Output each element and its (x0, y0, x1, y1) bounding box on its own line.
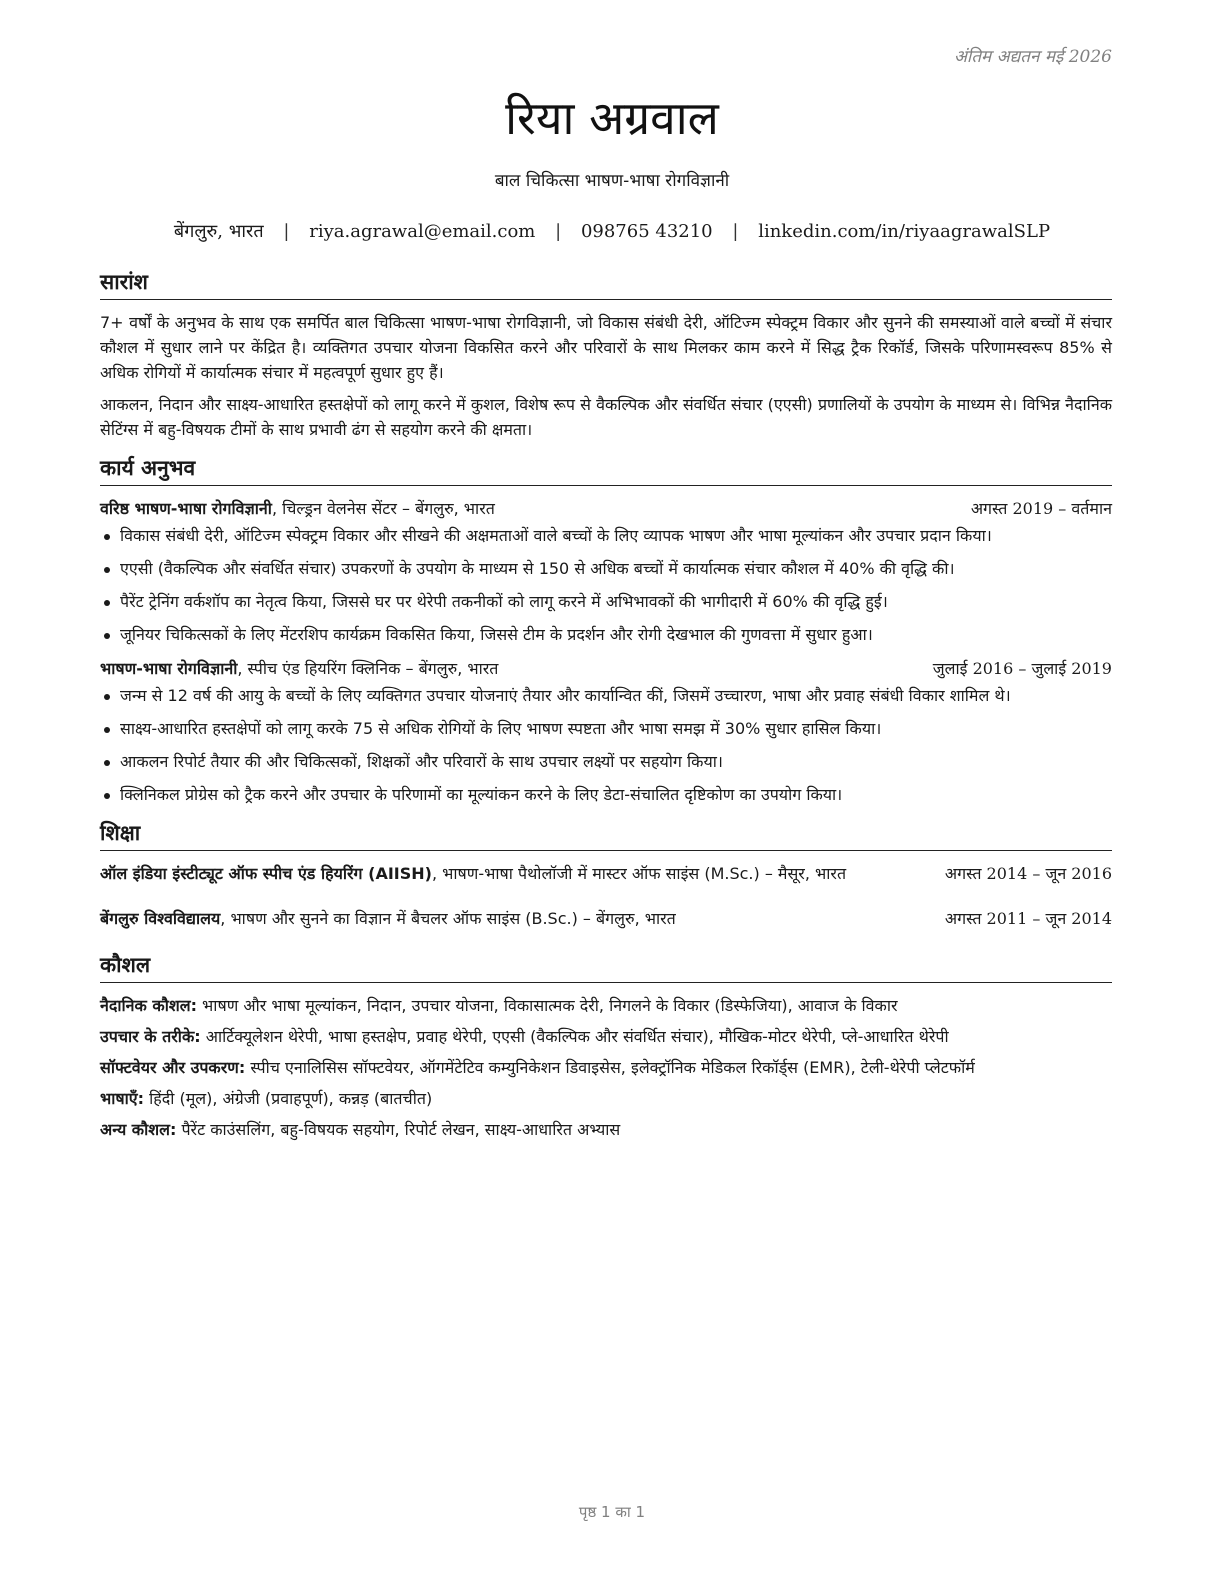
skills-section (100, 951, 1112, 1142)
contact-linkedin[interactable]: linkedin.com/in/riyaagrawalSLP (758, 221, 1051, 242)
education-section (100, 819, 1112, 931)
skill-value: पैरेंट काउंसलिंग, बहु-विषयक सहयोग, रिपोर्ट लेखन, साक्ष्य-आधारित अभ्यास (176, 1120, 621, 1139)
list-item: साक्ष्य-आधारित हस्तक्षेपों को लागू करके 75 से अधिक रोगियों के लिए भाषण स्पष्टता और भाषा समझ में 30% सुधार हासिल किया। (100, 717, 1112, 741)
skill-label: उपचार के तरीके: (100, 1027, 201, 1046)
job-dates: जुलाई 2016 – जुलाई 2019 (932, 659, 1112, 678)
summary-paragraph: 7+ वर्षों के अनुभव के साथ एक समर्पित बाल चिकित्सा भाषण-भाषा रोगविज्ञानी, जो विकास संबंधी देरी, ऑटिज्म स्पेक्ट्रम विकार और सुनने की समस्याओं वाले बच्चों में संचार कौशल में सुधार लाने पर केंद्रित है। व्यक्तिगत उपचार योजना विकसित करने और परिवारों के साथ मिलकर काम करने में सिद्ध ट्रैक रिकॉर्ड, जिसके परिणामस्वरूप 85% से अधिक रोगियों में कार्यात्मक संचार में महत्वपूर्ण सुधार हुए हैं। (100, 313, 1112, 382)
job-role: भाषण-भाषा रोगविज्ञानी (100, 659, 238, 678)
section-title-education: शिक्षा (100, 819, 1112, 851)
last-updated: अंतिम अद्यतन मई 2026 (953, 47, 1112, 67)
job-org: , चिल्ड्रन वेलनेस सेंटर – बेंगलुरु, भारत (271, 499, 495, 518)
job-role: वरिष्ठ भाषण-भाषा रोगविज्ञानी (100, 499, 272, 518)
education-header (100, 861, 1112, 886)
skill-value: भाषण और भाषा मूल्यांकन, निदान, उपचार योजना, विकासात्मक देरी, निगलने के विकार (डिस्फेजिया), आवाज के विकार (196, 996, 898, 1015)
job-bullets (100, 524, 1112, 647)
education-dates: अगस्त 2011 – जून 2014 (944, 909, 1112, 928)
contact-line (0, 219, 1224, 243)
list-item: आकलन रिपोर्ट तैयार की और चिकित्सकों, शिक्षकों और परिवारों के साथ उपचार लक्ष्यों पर सहयोग किया। (100, 750, 1112, 774)
candidate-name: रिया अग्रवाल (505, 91, 719, 145)
skill-value: आर्टिक्यूलेशन थेरेपी, भाषा हस्तक्षेप, प्रवाह थेरेपी, एएसी (वैकल्पिक और संवर्धित संचार), मौखिक-मोटर थेरेपी, प्ले-आधारित थेरेपी (200, 1027, 949, 1046)
job-dates: अगस्त 2019 – वर्तमान (970, 499, 1112, 518)
list-item: पैरेंट ट्रेनिंग वर्कशॉप का नेतृत्व किया, जिससे घर पर थेरेपी तकनीकों को लागू करने में अभिभावकों की भागीदारी में 60% की वृद्धि हुई। (100, 590, 1112, 614)
contact-separator: | (732, 221, 739, 242)
education-detail: , भाषण-भाषा पैथोलॉजी में मास्टर ऑफ साइंस (M.Sc.) – मैसूर, भारत (431, 864, 847, 883)
skill-line (100, 1055, 1112, 1080)
contact-separator: | (283, 221, 290, 242)
contact-separator: | (555, 221, 562, 242)
summary-paragraph: आकलन, निदान और साक्ष्य-आधारित हस्तक्षेपों को लागू करने में कुशल, विशेष रूप से वैकल्पिक और संवर्धित संचार (एएसी) प्रणालियों के उपयोग के माध्यम से। विभिन्न नैदानिक सेटिंग्स में बहु-विषयक टीमों के साथ प्रभावी ढंग से सहयोग करने की क्षमता। (100, 395, 1112, 439)
skill-label: नैदानिक कौशल: (100, 996, 197, 1015)
education-institution: ऑल इंडिया इंस्टीट्यूट ऑफ स्पीच एंड हियरिंग (AIISH) (100, 864, 432, 883)
education-entry (100, 906, 1112, 931)
skill-value: स्पीच एनालिसिस सॉफ्टवेयर, ऑगमेंटेटिव कम्युनिकेशन डिवाइसेस, इलेक्ट्रॉनिक मेडिकल रिकॉर्ड्स (EMR), टेली-थेरेपी प्लेटफॉर्म (245, 1058, 975, 1077)
skill-line (100, 1086, 1112, 1111)
experience-section (100, 454, 1112, 807)
section-title-skills: कौशल (100, 951, 1112, 983)
section-title-experience: कार्य अनुभव (100, 454, 1112, 486)
education-detail: , भाषण और सुनने का विज्ञान में बैचलर ऑफ साइंस (B.Sc.) – बेंगलुरु, भारत (220, 909, 676, 928)
job-entry (100, 496, 1112, 647)
list-item: जन्म से 12 वर्ष की आयु के बच्चों के लिए व्यक्तिगत उपचार योजनाएं तैयार और कार्यान्वित कीं, जिसमें उच्चारण, भाषा और प्रवाह संबंधी विकार शामिल थे। (100, 684, 1112, 708)
job-entry (100, 656, 1112, 807)
education-header (100, 906, 1112, 931)
skill-line (100, 993, 1112, 1018)
page-number: पृष्ठ 1 का 1 (578, 1503, 646, 1521)
job-header (100, 656, 1112, 681)
list-item: जूनियर चिकित्सकों के लिए मेंटरशिप कार्यक्रम विकसित किया, जिससे टीम के प्रदर्शन और रोगी देखभाल की गुणवत्ता में सुधार हुआ। (100, 623, 1112, 647)
contact-email[interactable]: riya.agrawal@email.com (309, 221, 536, 242)
resume-content (100, 268, 1112, 1154)
job-header (100, 496, 1112, 521)
skill-label: सॉफ्टवेयर और उपकरण: (100, 1058, 246, 1077)
candidate-title: बाल चिकित्सा भाषण-भाषा रोगविज्ञानी (494, 171, 730, 191)
list-item: क्लिनिकल प्रोग्रेस को ट्रैक करने और उपचार के परिणामों का मूल्यांकन करने के लिए डेटा-संचालित दृष्टिकोण का उपयोग किया। (100, 783, 1112, 807)
skill-line (100, 1117, 1112, 1142)
skill-value: हिंदी (मूल), अंग्रेजी (प्रवाहपूर्ण), कन्नड़ (बातचीत) (144, 1089, 433, 1108)
summary-section (100, 268, 1112, 442)
skill-label: अन्य कौशल: (100, 1120, 177, 1139)
education-institution: बेंगलुरु विश्वविद्यालय (100, 909, 221, 928)
skill-label: भाषाएँ: (100, 1089, 145, 1108)
education-dates: अगस्त 2014 – जून 2016 (944, 864, 1112, 883)
list-item: विकास संबंधी देरी, ऑटिज्म स्पेक्ट्रम विकार और सीखने की अक्षमताओं वाले बच्चों के लिए व्यापक भाषण और भाषा मूल्यांकन और उपचार प्रदान किया। (100, 524, 1112, 548)
job-org: , स्पीच एंड हियरिंग क्लिनिक – बेंगलुरु, भारत (237, 659, 499, 678)
list-item: एएसी (वैकल्पिक और संवर्धित संचार) उपकरणों के उपयोग के माध्यम से 150 से अधिक बच्चों में कार्यात्मक संचार कौशल में 40% की वृद्धि की। (100, 557, 1112, 581)
job-bullets (100, 684, 1112, 807)
contact-location: बेंगलुरु, भारत (173, 221, 264, 242)
section-title-summary: सारांश (100, 268, 1112, 300)
contact-phone: 098765 43210 (580, 221, 713, 242)
education-entry (100, 861, 1112, 886)
skill-line (100, 1024, 1112, 1049)
